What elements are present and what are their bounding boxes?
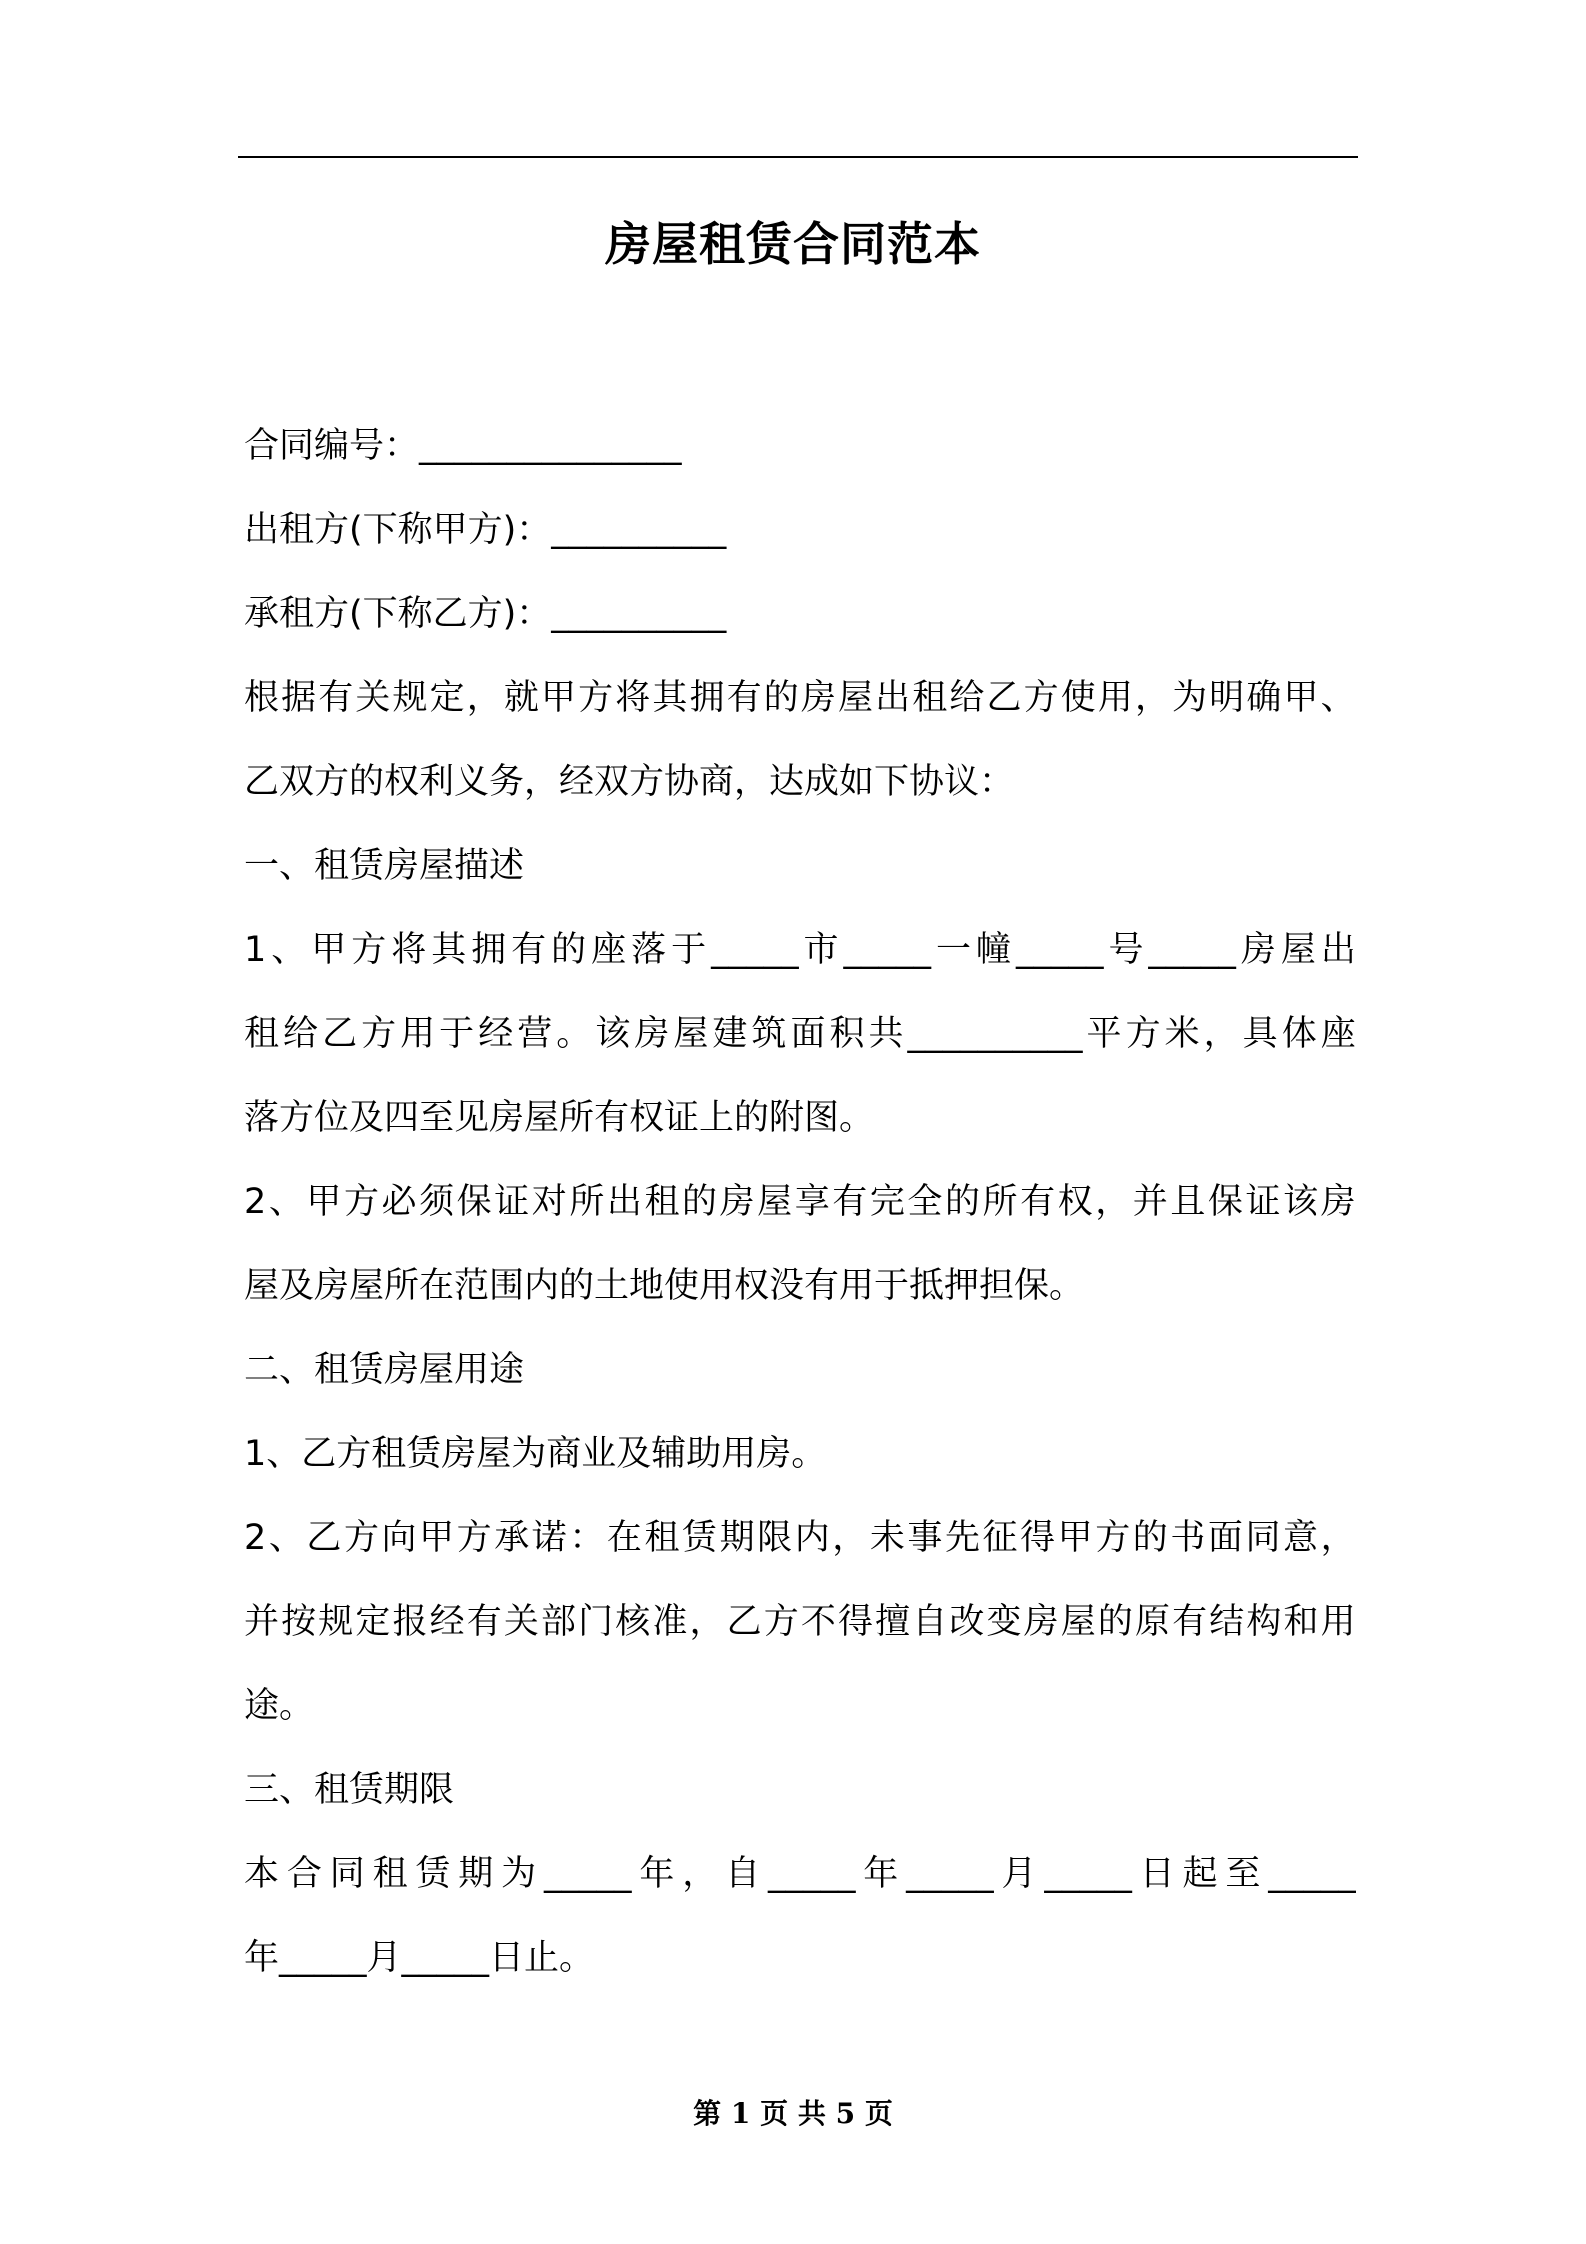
line-clause-2-2b: 并 按 规 定 报 经 有 关 部 门 核 准 ， 乙 方 不 得 擅 自 改 变 房 屋 的 原 有 结 构 和 用 (244, 1602, 1356, 1642)
line-clause-1-2a: 2 、 甲 方 必 须 保 证 对 所 出 租 的 房 屋 享 有 完 全 的 所 有 权 ， 并 且 保 证 该 房 (244, 1182, 1356, 1222)
document-body (244, 404, 1356, 2000)
line-contract-number: 合同编号：_______________ (244, 426, 682, 466)
document-title: 房屋租赁合同范本 (605, 217, 981, 271)
line-term-2: 年_____月_____日止。 (244, 1938, 595, 1978)
line-clause-1-1b: 租 给 乙 方 用 于 经 营 。 该 房 屋 建 筑 面 积 共 __________ 平 方 米 ， 具 体 座 (244, 1014, 1356, 1054)
page-number: 第 1 页 共 5 页 (693, 2097, 893, 2130)
line-term-1: 本 合 同 租 赁 期 为 _____ 年 ， 自 _____ 年 _____ 月 _____ 日 起 至 _____ (244, 1854, 1356, 1894)
line-lessee: 承租方(下称乙方)：__________ (244, 594, 727, 634)
heading-section-2: 二、租赁房屋用途 (244, 1350, 525, 1390)
line-clause-2-2c: 途。 (244, 1686, 315, 1726)
line-preamble-2: 乙双方的权利义务，经双方协商，达成如下协议： (244, 762, 1015, 802)
line-clause-1-2b: 屋及房屋所在范围内的土地使用权没有用于抵押担保。 (244, 1266, 1085, 1306)
line-lessor: 出租方(下称甲方)：__________ (244, 510, 727, 550)
line-clause-2-2a: 2 、 乙 方 向 甲 方 承 诺 ： 在 租 赁 期 限 内 ， 未 事 先 征 得 甲 方 的 书 面 同 意 ， (244, 1518, 1356, 1558)
line-preamble-1: 根 据 有 关 规 定 ， 就 甲 方 将 其 拥 有 的 房 屋 出 租 给 乙 方 使 用 ， 为 明 确 甲 、 (244, 678, 1356, 718)
heading-section-3: 三、租赁期限 (244, 1770, 455, 1810)
heading-section-1: 一、租赁房屋描述 (244, 846, 525, 886)
line-clause-1-1a: 1 、 甲 方 将 其 拥 有 的 座 落 于 _____ 市 _____ 一 幢 _____ 号 _____ 房 屋 出 (244, 930, 1356, 970)
line-clause-2-1: 1、乙方租赁房屋为商业及辅助用房。 (244, 1434, 827, 1474)
header-rule (238, 156, 1358, 158)
line-clause-1-1c: 落方位及四至见房屋所有权证上的附图。 (244, 1098, 875, 1138)
